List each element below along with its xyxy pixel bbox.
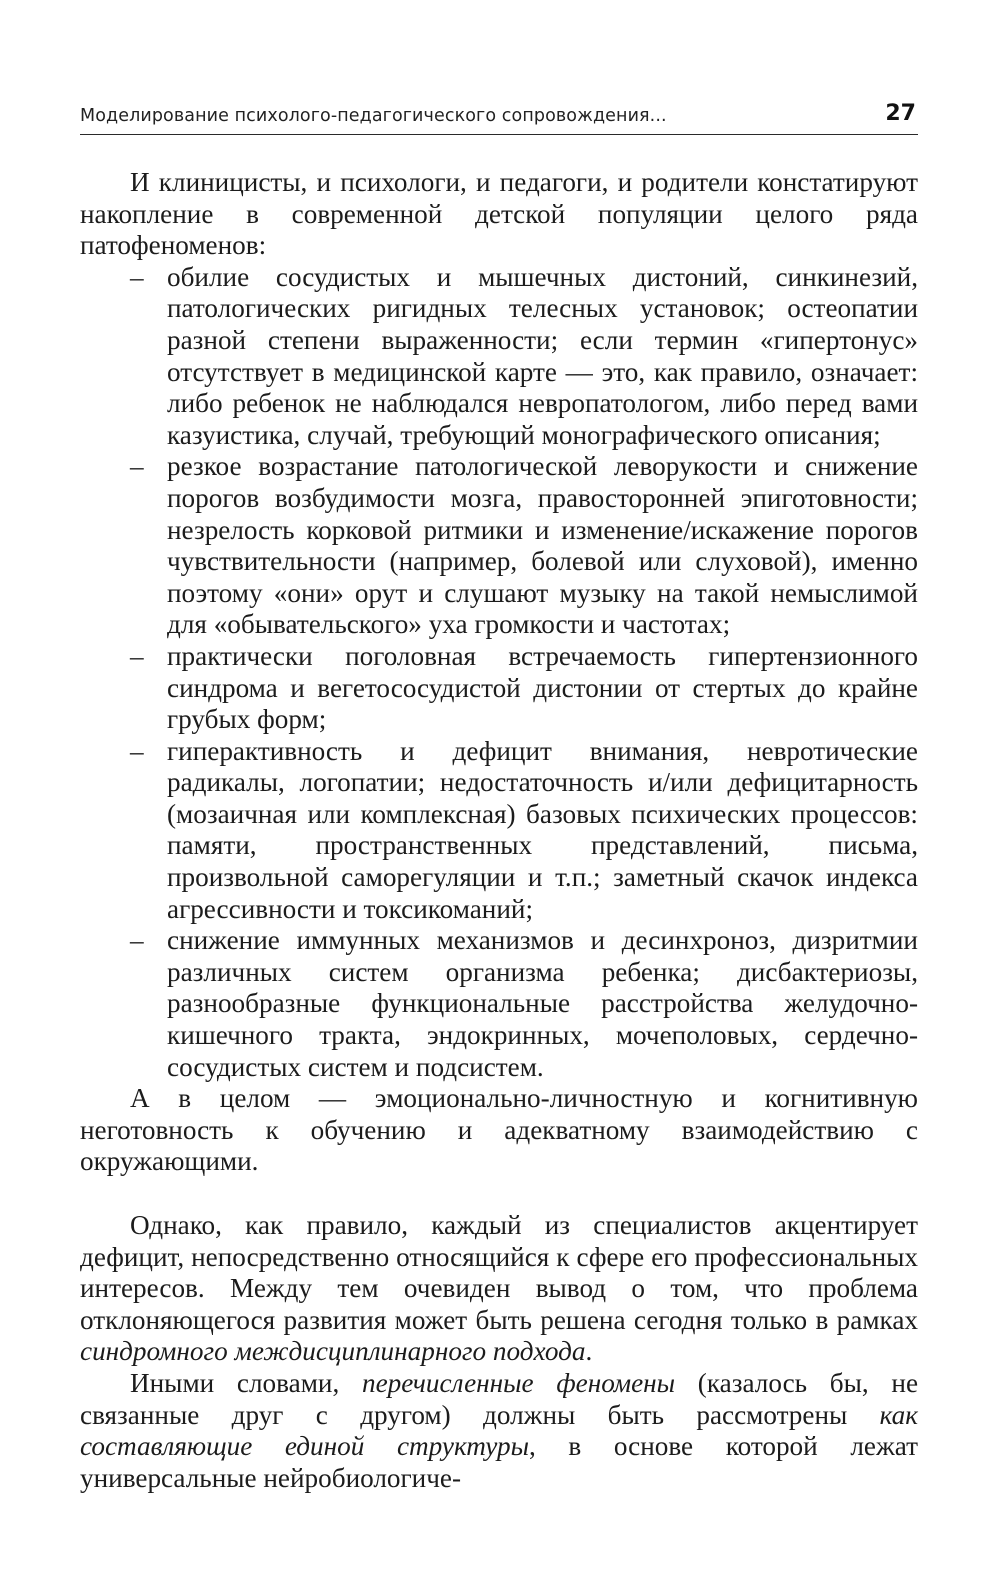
list-item-text: практически поголовная встречаемость гипертензионного синдрома и вегетососудистой дистонии от стертых до крайне грубых форм;	[167, 640, 918, 735]
structure-italic-2: как составляющие единой структуры	[80, 1399, 918, 1462]
intro-paragraph: И клиницисты, и психологи, и педагоги, и родители констатируют накопление в современной детской популяции целого ряда патофеноменов:	[80, 167, 918, 261]
running-title: Моделирование психолого-педагогического сопровождения...	[80, 106, 667, 126]
approach-paragraph	[80, 1210, 918, 1368]
list-item-text: снижение иммунных механизмов и десинхроноз, дизритмии различных систем организма ребенка; дисбактериозы, разнообразные функциональные расстройства желудочно-кишечного тракта, эндокринных, мочеполовых, сердечно-сосудистых систем и подсистем.	[167, 925, 918, 1082]
list-item-text: резкое возрастание патологической леворукости и снижение порогов возбудимости мозга, правосторонней эпиготовности; незрелость корковой ритмики и изменение/искажение порогов чувствительности (например, болевой или слуховой), именно поэтому «они» орут и слушают музыку на такой немыслимой для «обывательского» уха громкости и частотах;	[167, 451, 918, 640]
approach-italic: синдромного междисциплинарного подхода	[80, 1336, 586, 1367]
list-item	[80, 736, 918, 926]
list-item	[80, 262, 918, 452]
structure-italic-1: перечисленные феномены	[361, 1367, 676, 1398]
book-page	[80, 92, 918, 1494]
body-text	[80, 167, 918, 1494]
running-head	[80, 92, 918, 135]
list-dash: –	[130, 735, 144, 766]
structure-part-1: Иными словами,	[130, 1367, 362, 1398]
list-dash: –	[130, 925, 144, 956]
paragraph-gap	[80, 1178, 918, 1210]
structure-paragraph	[80, 1368, 918, 1494]
list-item	[80, 925, 918, 1083]
page-number: 27	[885, 101, 916, 126]
list-item-text: обилие сосудистых и мышечных дистоний, синкинезий, патологических ригидных телесных установок; остеопатии разной степени выраженности; если термин «гипертонус» отсутствует в медицинской карте — это, как правило, означает: либо ребенок не наблюдался невропатологом, либо перед вами казуистика, случай, требующий монографического описания;	[167, 261, 918, 450]
pathophenomena-list	[80, 262, 918, 1083]
list-dash: –	[130, 640, 144, 671]
structure-part-2: (казалось бы, не связанные друг с другом) должны быть рассмотрены	[80, 1367, 919, 1430]
list-dash: –	[130, 261, 144, 292]
approach-text: Однако, как правило, каждый из специалистов акцентирует дефицит, непосредственно относящийся к сфере его профессиональных интересов. Между тем очевиден вывод о том, что проблема отклоняющегося развития может быть решена сегодня только в рамках	[80, 1210, 918, 1335]
summary-paragraph: А в целом — эмоционально-личностную и когнитивную неготовность к обучению и адекватному взаимодействию с окружающими.	[80, 1083, 918, 1177]
list-item	[80, 641, 918, 736]
list-item	[80, 451, 918, 641]
approach-end: .	[585, 1336, 593, 1367]
list-dash: –	[130, 451, 144, 482]
structure-part-3: , в основе которой лежат универсальные нейробиологиче-	[80, 1431, 918, 1493]
list-item-text: гиперактивность и дефицит внимания, невротические радикалы, логопатии; недостаточность и/или дефицитарность (мозаичная или комплексная) базовых психических процессов: памяти, пространственных представлений, письма, произвольной саморегуляции и т.п.; заметный скачок индекса агрессивности и токсикоманий;	[167, 735, 918, 924]
